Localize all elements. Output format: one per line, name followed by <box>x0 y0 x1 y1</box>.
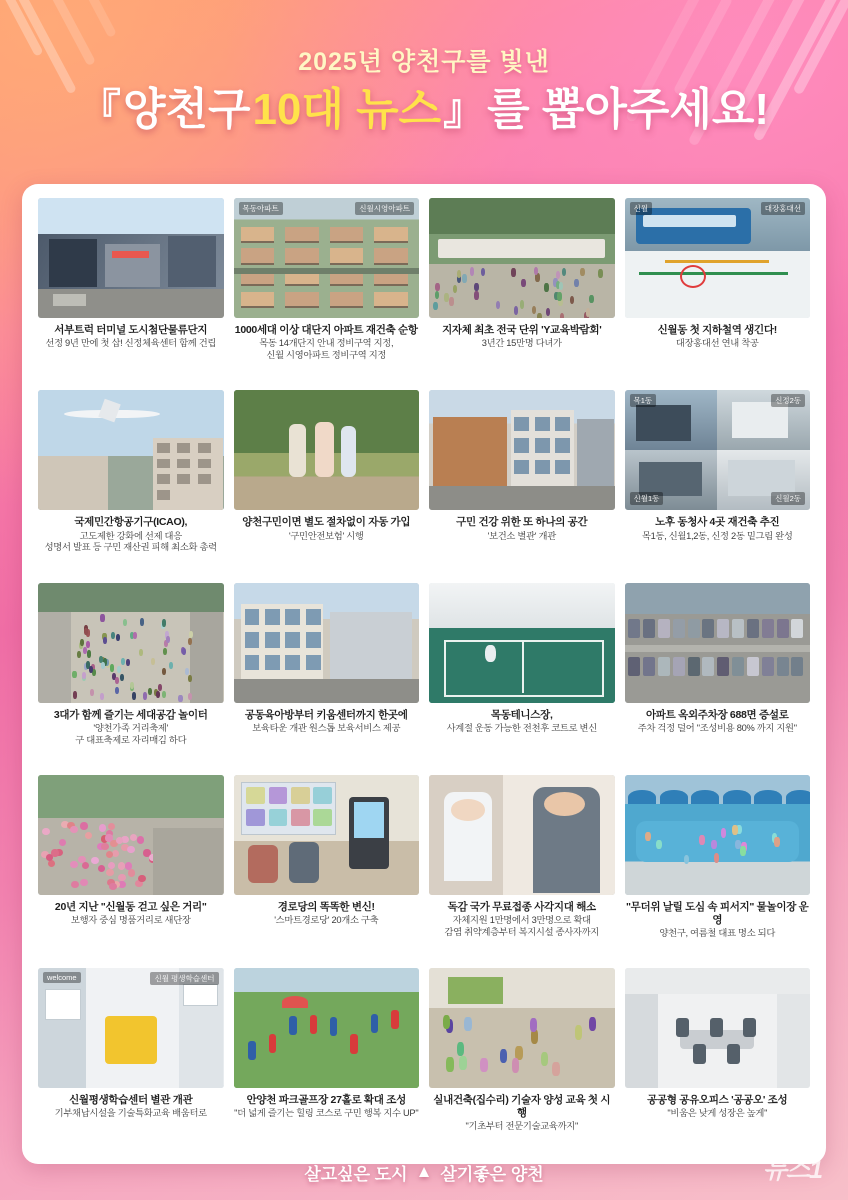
news-headline: 서부트럭 터미널 도시첨단물류단지 <box>54 324 208 336</box>
parking-lot-photo <box>625 583 811 703</box>
news-headline: 공공형 공유오피스 '공공오' 조성 <box>647 1093 788 1106</box>
street-festival-crowd-photo <box>38 583 224 703</box>
news-subline-1: '구민안전보험' 시행 <box>288 530 364 541</box>
poster-footer <box>0 1144 848 1200</box>
news-caption <box>234 895 420 927</box>
news-caption <box>625 510 811 542</box>
news-subline-1: "더 넓게 즐기는 힐링 코스로 구민 행복 지수 UP" <box>234 1107 419 1118</box>
news-caption <box>625 703 811 735</box>
news-subline-2: 신월 시영아파트 정비구역 지정 <box>266 349 387 360</box>
news-headline: 국제민간항공기구(ICAO), <box>74 516 188 529</box>
news-item[interactable] <box>234 390 420 576</box>
news-card <box>22 184 826 1164</box>
news-subline-1: '양천가족 거리축제' <box>93 722 169 733</box>
news-item[interactable] <box>429 583 615 769</box>
training-classroom-photo <box>429 968 615 1088</box>
news-caption <box>625 895 811 940</box>
news-subline-1: 자체지원 1만명에서 3만명으로 확대 <box>452 915 591 926</box>
family-park-walk-photo <box>234 390 420 510</box>
news-item[interactable] <box>38 583 224 769</box>
outdoor-event-crowd-photo <box>429 198 615 318</box>
footer-divider: ▲ <box>415 1162 433 1181</box>
news-subline-1: 기부채납시설을 기술특화교육 배움터로 <box>54 1107 207 1118</box>
news-headline: 3대가 함께 즐기는 세대공감 놀이터 <box>53 708 208 721</box>
news-headline: "무더위 날릴 도심 속 피서지" 물놀이장 운영 <box>625 901 809 927</box>
news-headline: 1000세대 이상 대단지 아파트 재건축 순항 <box>234 324 418 336</box>
footer-slogan-2: 살기좋은 양천 <box>440 1164 544 1184</box>
news-headline: 목동테니스장, <box>490 708 553 721</box>
news-subline-1: 보행자 중심 명품거리로 새단장 <box>70 915 191 926</box>
news-item[interactable] <box>429 390 615 576</box>
news-caption <box>429 703 615 735</box>
shared-office-photo <box>625 968 811 1088</box>
title-main: 양천구 <box>122 85 251 134</box>
office-renderings-photo <box>625 390 811 510</box>
news-item[interactable] <box>625 198 811 384</box>
news-item[interactable] <box>234 583 420 769</box>
news-item[interactable] <box>429 198 615 384</box>
photo-label: 신정2동 <box>771 394 805 407</box>
photo-label: 신월 <box>630 202 653 215</box>
photo-label: 신월시영아파트 <box>355 202 414 215</box>
news-headline: 지자체 최초 전국 단위 'Y교육박람회' <box>442 324 602 336</box>
news-headline: 양천구민이면 별도 절차없이 자동 가입 <box>242 516 411 529</box>
news-item[interactable] <box>429 775 615 961</box>
news-headline: 신월평생학습센터 별관 개관 <box>69 1093 193 1106</box>
news-subline-1: 선정 9년 만에 첫 삽! 신정체육센터 함께 건립 <box>45 338 217 349</box>
news-item[interactable] <box>625 775 811 961</box>
news-subline-1: 사계절 운동 가능한 전천후 코트로 변신 <box>446 722 597 733</box>
news-caption <box>234 510 420 542</box>
news-caption <box>234 703 420 735</box>
photo-label: 신월1동 <box>630 492 664 505</box>
photo-label: welcome <box>43 972 81 983</box>
news-headline: 공동육아방부터 키움센터까지 한곳에 <box>244 708 408 721</box>
page-title <box>0 86 848 134</box>
title-accent: 10대 뉴스 <box>252 85 442 134</box>
news-item[interactable] <box>234 968 420 1154</box>
news-headline: 경로당의 똑똑한 변신! <box>277 901 375 914</box>
title-tail: 를 뽑아주세요! <box>487 85 770 134</box>
learning-center-lobby-photo <box>38 968 224 1088</box>
complex-building-photo <box>38 198 224 318</box>
bracket-close: 』 <box>443 86 486 134</box>
news-subline-1: "비움은 낮게 성장은 높게" <box>667 1107 768 1118</box>
news-headline: 실내건축(집수리) 기술자 양성 교육 첫 시행 <box>433 1093 611 1119</box>
news-item[interactable] <box>38 198 224 384</box>
childcare-center-building-photo <box>234 583 420 703</box>
news-item[interactable] <box>38 968 224 1154</box>
bracket-open: 『 <box>78 86 121 134</box>
news-subline-2: 성명서 발표 등 구민 재산권 피해 최소화 총력 <box>44 542 217 553</box>
photo-label: 목1동 <box>630 394 657 407</box>
news-subline-1: 양천구, 여름철 대표 명소 되다 <box>659 928 776 939</box>
news-caption <box>625 1088 811 1120</box>
news-subline-1: 보육타운 개관 원스톱 보육서비스 제공 <box>252 722 401 733</box>
news-subline-1: 3년간 15만명 다녀가 <box>481 338 562 349</box>
health-center-building-photo <box>429 390 615 510</box>
news-subline-1: '스마트경로당' 20개소 구축 <box>274 915 379 926</box>
indoor-tennis-court-photo <box>429 583 615 703</box>
news-caption <box>429 318 615 350</box>
news-item[interactable] <box>38 390 224 576</box>
news-headline: 안양천 파크골프장 27홀로 확대 조성 <box>246 1093 406 1106</box>
news-caption <box>429 1088 615 1133</box>
news-item[interactable] <box>625 968 811 1154</box>
news-item[interactable] <box>625 390 811 576</box>
news-subline-1: 목동 14개단지 안내 정비구역 지정, <box>259 338 394 349</box>
news-item[interactable] <box>625 583 811 769</box>
news-caption <box>38 1088 224 1120</box>
news-item[interactable] <box>38 775 224 961</box>
smart-senior-center-photo <box>234 775 420 895</box>
news-subline-1: 고도제한 강화에 선제 대응 <box>79 530 182 541</box>
park-golf-photo <box>234 968 420 1088</box>
news-caption <box>429 510 615 542</box>
apartment-aerial-photo <box>234 198 420 318</box>
news-headline: 20년 지난 "신월동 걷고 싶은 거리" <box>54 901 207 914</box>
news-caption <box>234 318 420 361</box>
poster-header <box>0 0 848 178</box>
vaccination-photo <box>429 775 615 895</box>
water-playground-photo <box>625 775 811 895</box>
news-caption <box>234 1088 420 1120</box>
header-kicker: 2025년 양천구를 빛낸 <box>298 48 550 76</box>
photo-label: 신월 평생학습센터 <box>150 972 218 985</box>
news-headline: 노후 동청사 4곳 재건축 추진 <box>655 516 780 529</box>
news-subline-1: '보건소 별관' 개관 <box>487 530 556 541</box>
news-headline: 아파트 옥외주차장 688면 증설로 <box>645 708 789 721</box>
footer-slogan-1: 살고싶은 도시 <box>304 1164 408 1184</box>
train-route-map-photo <box>625 198 811 318</box>
news-headline: 신월동 첫 지하철역 생긴다! <box>657 324 777 336</box>
news-grid <box>38 198 810 1154</box>
news-headline: 독감 국가 무료접종 사각지대 해소 <box>447 901 596 914</box>
watermark: 뉴스1 <box>762 1156 822 1184</box>
news-headline: 구민 건강 위한 또 하나의 공간 <box>456 516 588 529</box>
news-subline-1: 목1동, 신월1,2동, 신정 2동 밑그림 완성 <box>641 530 793 541</box>
news-item[interactable] <box>234 775 420 961</box>
news-caption <box>38 703 224 746</box>
news-subline-1: "기초부터 전문기술교육까지" <box>465 1120 578 1131</box>
news-item[interactable] <box>234 198 420 384</box>
news-caption <box>38 510 224 553</box>
news-caption <box>429 895 615 938</box>
news-caption <box>38 318 224 350</box>
news-subline-1: 주차 걱정 덜어 "조성비용 80% 까지 지원" <box>637 722 797 733</box>
photo-label: 신월2동 <box>771 492 805 505</box>
news-caption <box>38 895 224 927</box>
news-caption <box>625 318 811 350</box>
news-subline-2: 감염 취약계층부터 복지시설 종사자까지 <box>444 926 599 937</box>
news-item[interactable] <box>429 968 615 1154</box>
flower-street-photo <box>38 775 224 895</box>
news-subline-2: 구 대표축제로 자리매김 하다 <box>75 734 187 745</box>
photo-label: 대장홍대선 <box>761 202 805 215</box>
news-subline-1: 대장홍대선 연내 착공 <box>675 338 759 349</box>
airplane-over-apartments-photo <box>38 390 224 510</box>
photo-label: 목동아파트 <box>239 202 283 215</box>
